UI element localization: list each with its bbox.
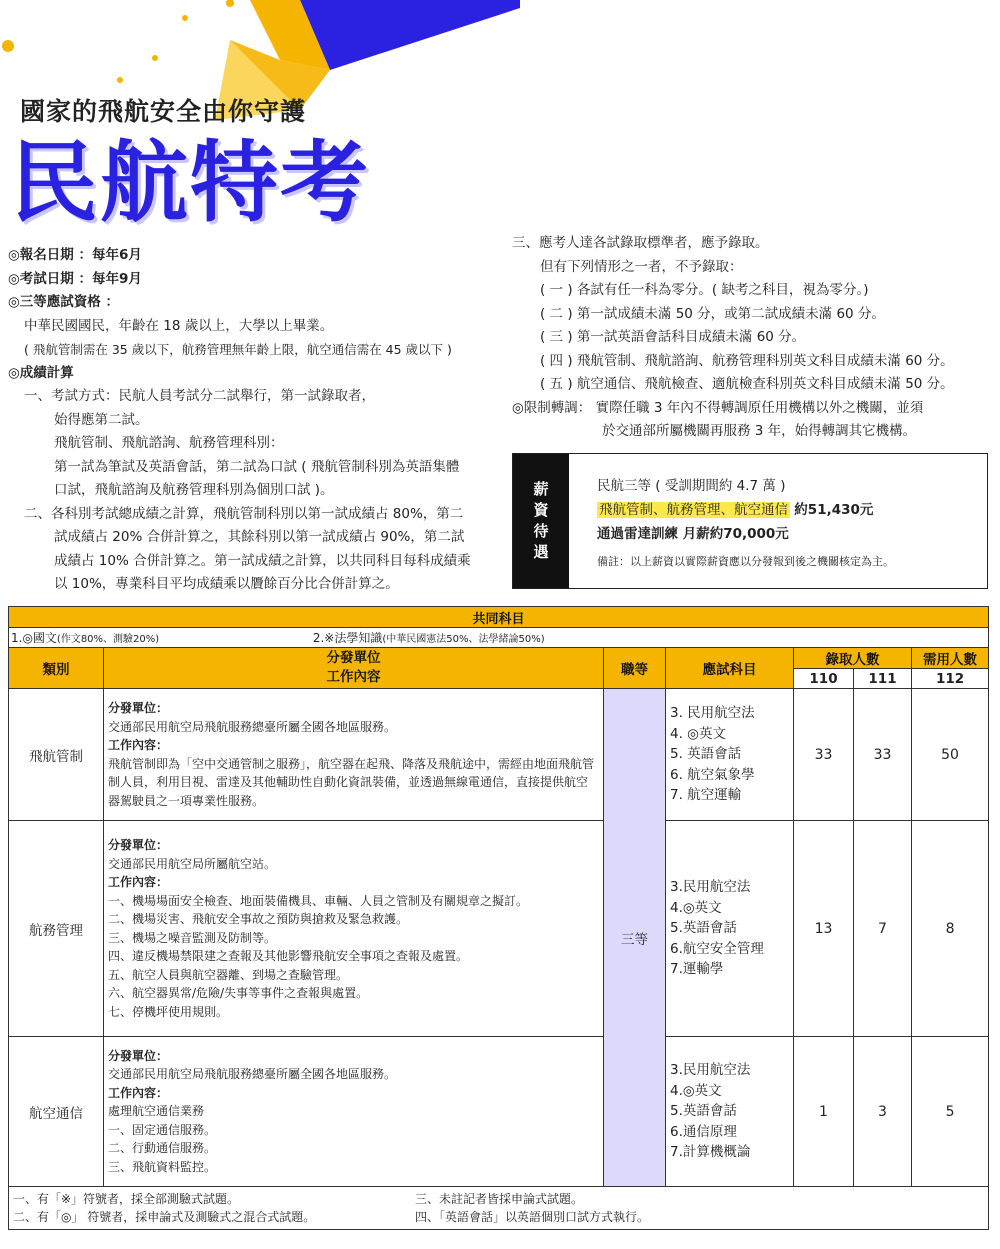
unit-text: 交通部民用航空局飛航服務總臺所屬全國各地區服務。: [108, 1067, 397, 1082]
left-line: ◎成績計算: [8, 364, 74, 381]
admitted-111: 7: [854, 821, 912, 1037]
subject-item: 5.英語會話: [670, 920, 737, 937]
salary-body: [597, 474, 894, 574]
left-line: 成績占 10% 合併計算之。第一試成績之計算，以共同科目每科成績乘: [54, 552, 471, 569]
left-line: 口試，飛航諮詢及航務管理科別為個別口試 )。: [54, 482, 334, 498]
work-line: 二、行動通信服務。: [108, 1141, 217, 1156]
right-line: ( 一 ) 各試有任一科為零分。( 缺考之科目，視為零分。): [540, 282, 869, 298]
table-row: [9, 1037, 989, 1187]
left-line: 第一試為筆試及英語會話，第二試為口試 ( 飛航管制科別為英語集體: [54, 458, 460, 475]
footnote-1: 一、有「※」符號者，採全部測驗式試題。: [13, 1192, 240, 1206]
work-line: 一、機場場面安全檢查、地面裝備機具、車輛、人員之管制及有關規章之擬訂。: [108, 893, 529, 908]
subject-item: 7. 航空運輸: [670, 787, 742, 804]
subject-item: 3.民用航空法: [670, 1062, 751, 1079]
subjects-cell: [666, 689, 794, 821]
salary-note: 備註：以上薪資以實際薪資應以分發報到後之機關核定為主。: [597, 555, 894, 568]
col-unit: [104, 648, 604, 689]
work-label: 工作內容：: [108, 875, 169, 889]
recruitment-table: [8, 606, 989, 1230]
work-line: 七、停機坪使用規則。: [108, 1004, 229, 1019]
salary-box: [512, 453, 988, 589]
subject-item: 3.民用航空法: [670, 879, 751, 896]
common-subject-2: 2.※法學知識: [312, 631, 383, 645]
subject-item: 7.計算機概論: [670, 1144, 751, 1161]
unit-label: 分發單位：: [108, 838, 169, 852]
unit-text: 交通部民用航空局飛航服務總臺所屬全國各地區服務。: [108, 719, 397, 734]
work-line: 二、機場災害、飛航安全事故之預防與搶救及緊急救護。: [108, 912, 409, 926]
left-line: 試成績占 20% 合併計算之，其餘科別以第一試成績占 90%，第二試: [54, 529, 465, 545]
table-row: [9, 689, 989, 821]
subject-item: 6.航空安全管理: [670, 940, 764, 957]
slogan: 國家的飛航安全由你守護: [20, 97, 307, 126]
subject-item: 7.運輸學: [670, 961, 724, 978]
work-line: 四、違反機場禁限建之查報及其他影響飛航安全事項之查報及處置。: [108, 949, 469, 963]
subjects-cell: [666, 1037, 794, 1187]
right-line: ( 四 ) 飛航管制、飛航諮詢、航務管理科別英文科目成績未滿 60 分。: [540, 352, 954, 369]
left-line: 二、各科別考試總成績之計算，飛航管制科別以第一試成績占 80%，第二: [24, 505, 464, 522]
salary-tab: [513, 454, 569, 588]
admitted-110: 1: [794, 1037, 854, 1187]
work-cell: [104, 1037, 604, 1187]
common-subjects-row: [9, 628, 989, 648]
unit-label: 分發單位：: [108, 1048, 169, 1063]
admitted-110: 13: [794, 821, 854, 1037]
col-unit-line-2: 工作內容: [326, 669, 381, 685]
left-line: 中華民國國民，年齡在 18 歲以上，大學以上畢業。: [24, 317, 334, 334]
salary-tab-char: 遇: [533, 543, 549, 561]
page-title: 民航特考: [10, 130, 371, 234]
table-row: [9, 821, 989, 1037]
left-line: 一、考試方式：民航人員考試分二試舉行，第一試錄取者，: [24, 388, 375, 404]
needed-112: 8: [912, 821, 989, 1037]
col-category: 類別: [9, 648, 104, 689]
work-cell: [104, 821, 604, 1037]
right-line: 但有下列情形之一者，不予錄取：: [540, 258, 743, 275]
work-line: 三、機場之噪音監測及防制等。: [108, 930, 277, 945]
needed-112: 50: [912, 689, 989, 821]
category-cell: 飛航管制: [9, 689, 104, 821]
work-line: 一、固定通信服務。: [108, 1122, 217, 1137]
footnotes: [9, 1187, 989, 1230]
work-line: 三、飛航資料監控。: [108, 1159, 217, 1174]
work-label: 工作內容：: [108, 1085, 169, 1100]
subject-item: 6.通信原理: [670, 1123, 737, 1140]
common-subjects-header: 共同科目: [9, 607, 989, 628]
unit-label: 分發單位：: [108, 701, 169, 715]
subjects-cell: [666, 821, 794, 1037]
common-subject-1-note: (作文80%、測驗20%): [56, 634, 160, 645]
salary-highlight: 飛航管制、航務管理、航空通信: [599, 502, 788, 518]
col-grade: 職等: [604, 648, 666, 689]
common-subject-2-note: (中華民國憲法50%、法學緒論50%): [382, 634, 545, 645]
work-line: 處理航空通信業務: [108, 1104, 205, 1119]
left-line: ◎報名日期 ：每年6月: [8, 247, 142, 263]
category-cell: 航空通信: [9, 1037, 104, 1187]
subject-item: 4.◎英文: [670, 1082, 722, 1099]
right-line: ( 三 ) 第一試英語會話科目成績未滿 60 分。: [540, 329, 806, 345]
left-line: ◎三等應試資格 ：: [8, 294, 119, 310]
col-unit-line-1: 分發單位: [326, 650, 381, 666]
right-line: ( 二 ) 第一試成績未滿 50 分，或第二試成績未滿 60 分。: [540, 305, 885, 322]
left-info-block: [8, 244, 498, 597]
footnote-4: 四、「英語會話」以英語個別口試方式執行。: [415, 1210, 650, 1224]
work-line: 六、航空器異常/危險/失事等事件之查報與處置。: [108, 986, 369, 1000]
admitted-110: 33: [794, 689, 854, 821]
unit-text: 交通部民用航空局所屬航空站。: [108, 856, 277, 871]
left-line: ◎考試日期 ：每年9月: [8, 270, 142, 287]
salary-line-2: [597, 498, 894, 522]
common-subject-1: 1.◎國文: [11, 631, 57, 645]
year-110: 110: [794, 669, 854, 689]
right-info-block: [512, 232, 992, 444]
work-cell: [104, 689, 604, 821]
right-line: ◎限制轉調： 實際任職 3 年內不得轉調原任用機構以外之機關，並須: [512, 399, 924, 416]
work-line: 飛航管制即為「空中交通管制之服務」，航空器在起飛、降落及飛航途中，需經由地面飛航管制人員，利用目視、雷達及其他輔助性自動化資訊裝備，並透過無線電通信，直接提供航空器駕駛員之一項專業性服務。: [108, 756, 595, 808]
right-line: ( 五 ) 航空通信、飛航檢查、適航檢查科別英文科目成績未滿 50 分。: [540, 376, 954, 392]
col-needed: 需用人數: [912, 648, 989, 669]
work-line: 五、航空人員與航空器離、到場之查驗管理。: [108, 967, 349, 982]
salary-tab-char: 資: [533, 501, 549, 519]
grade-cell: 三等: [604, 689, 666, 1187]
subject-item: 5.英語會話: [670, 1103, 737, 1120]
year-111: 111: [854, 669, 912, 689]
salary-amount: 約51,430元: [794, 502, 874, 518]
col-subjects: 應試科目: [666, 648, 794, 689]
subject-item: 6. 航空氣象學: [670, 766, 755, 783]
subject-item: 4.◎英文: [670, 899, 722, 916]
admitted-111: 33: [854, 689, 912, 821]
subject-item: 4. ◎英文: [670, 725, 726, 742]
needed-112: 5: [912, 1037, 989, 1187]
left-line: ( 飛航管制需在 35 歲以下，航務管理無年齡上限，航空通信需在 45 歲以下 ): [24, 342, 452, 357]
subject-item: 3. 民用航空法: [670, 705, 755, 722]
left-line: 始得應第二試。: [54, 411, 149, 428]
admitted-111: 3: [854, 1037, 912, 1187]
year-112: 112: [912, 669, 989, 689]
footnote-3: 三、未註記者皆採申論式試題。: [415, 1192, 584, 1206]
right-line: 於交通部所屬機關再服務 3 年，始得轉調其它機構。: [602, 423, 917, 439]
category-cell: 航務管理: [9, 821, 104, 1037]
salary-line-1: 民航三等 ( 受訓期間約 4.7 萬 ): [597, 478, 786, 494]
footnote-2: 二、有「◎」 符號者，採申論式及測驗式之混合式試題。: [13, 1210, 316, 1224]
col-admitted: 錄取人數: [794, 648, 912, 669]
right-line: 三、應考人達各試錄取標準者，應予錄取。: [512, 235, 769, 251]
salary-line-3: 通過雷達訓練 月薪約70,000元: [597, 526, 789, 542]
salary-tab-char: 薪: [533, 480, 549, 498]
left-line: 飛航管制、飛航諮詢、航務管理科別：: [54, 435, 284, 451]
left-line: 以 10%，專業科目平均成績乘以贗餘百分比合併計算之。: [54, 576, 399, 592]
salary-tab-char: 待: [533, 522, 549, 540]
work-label: 工作內容：: [108, 738, 169, 752]
subject-item: 5. 英語會話: [670, 746, 742, 763]
